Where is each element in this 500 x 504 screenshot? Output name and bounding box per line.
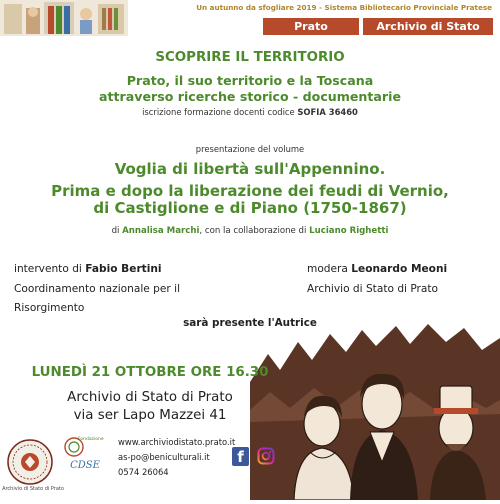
instagram-icon[interactable] — [257, 446, 275, 466]
modera-name: Leonardo Meoni — [351, 263, 448, 275]
subtitle-line1: Prato, il suo territorio e la Toscana — [126, 73, 374, 88]
author-name: Annalisa Marchi — [122, 226, 200, 236]
author-present-note: sarà presente l'Autrice — [183, 317, 317, 329]
email-link[interactable]: as-po@beniculturali.it — [118, 452, 210, 462]
subtitle-line2: attraverso ricerche storico - documentarie — [99, 89, 401, 104]
sofia-code: SOFIA 36460 — [297, 107, 358, 117]
book-title-line2: Prima e dopo la liberazione dei feudi di Vernio, — [51, 182, 449, 200]
collaborator-name: Luciano Righetti — [309, 226, 389, 236]
venue-address: via ser Lapo Mazzei 41 — [73, 408, 227, 423]
intervento-prefix: intervento di — [14, 263, 82, 275]
intervento-role-line1: Coordinamento nazionale per il — [14, 283, 181, 295]
by-prefix: di — [111, 226, 120, 236]
tag-prato: Prato — [263, 18, 359, 35]
phone-number: 0574 26064 — [118, 467, 169, 477]
tag-archivio: Archivio di Stato — [363, 18, 493, 35]
cdse-label: CDSE — [70, 460, 100, 471]
website-link[interactable]: www.archiviodistato.prato.it — [118, 437, 236, 447]
cdse-foundation-label: Fondazione — [78, 437, 104, 442]
iscrizione-text: iscrizione formazione docenti codice — [142, 107, 295, 117]
modera-role: Archivio di Stato di Prato — [307, 283, 439, 295]
portrait-illustration — [250, 312, 500, 500]
facebook-icon[interactable]: f — [232, 447, 249, 466]
venue-name: Archivio di Stato di Prato — [67, 390, 233, 405]
seal-caption: Archivio di Stato di Prato — [2, 486, 64, 492]
presentazione-label: presentazione del volume — [195, 144, 305, 154]
series-title: Un autunno da sfogliare 2019 - Sistema Bibliotecario Provinciale Pratese — [196, 3, 492, 12]
authors-line — [0, 226, 500, 236]
collab-prefix: , con la collaborazione di — [199, 226, 307, 236]
book-title-line1: Voglia di libertà sull'Appennino. — [114, 160, 386, 178]
iscrizione-line — [0, 107, 500, 117]
intervento-line — [14, 263, 162, 275]
event-date: LUNEDÌ 21 OTTOBRE ORE 16.30 — [31, 365, 269, 380]
intervento-name: Fabio Bertini — [85, 263, 162, 275]
modera-line — [307, 263, 447, 275]
book-title-line3: di Castiglione e di Piano (1750-1867) — [93, 199, 407, 217]
modera-prefix: modera — [307, 263, 348, 275]
intervento-role-line2: Risorgimento — [14, 302, 85, 314]
header-illustration — [0, 0, 128, 36]
section-heading: SCOPRIRE IL TERRITORIO — [155, 50, 345, 65]
